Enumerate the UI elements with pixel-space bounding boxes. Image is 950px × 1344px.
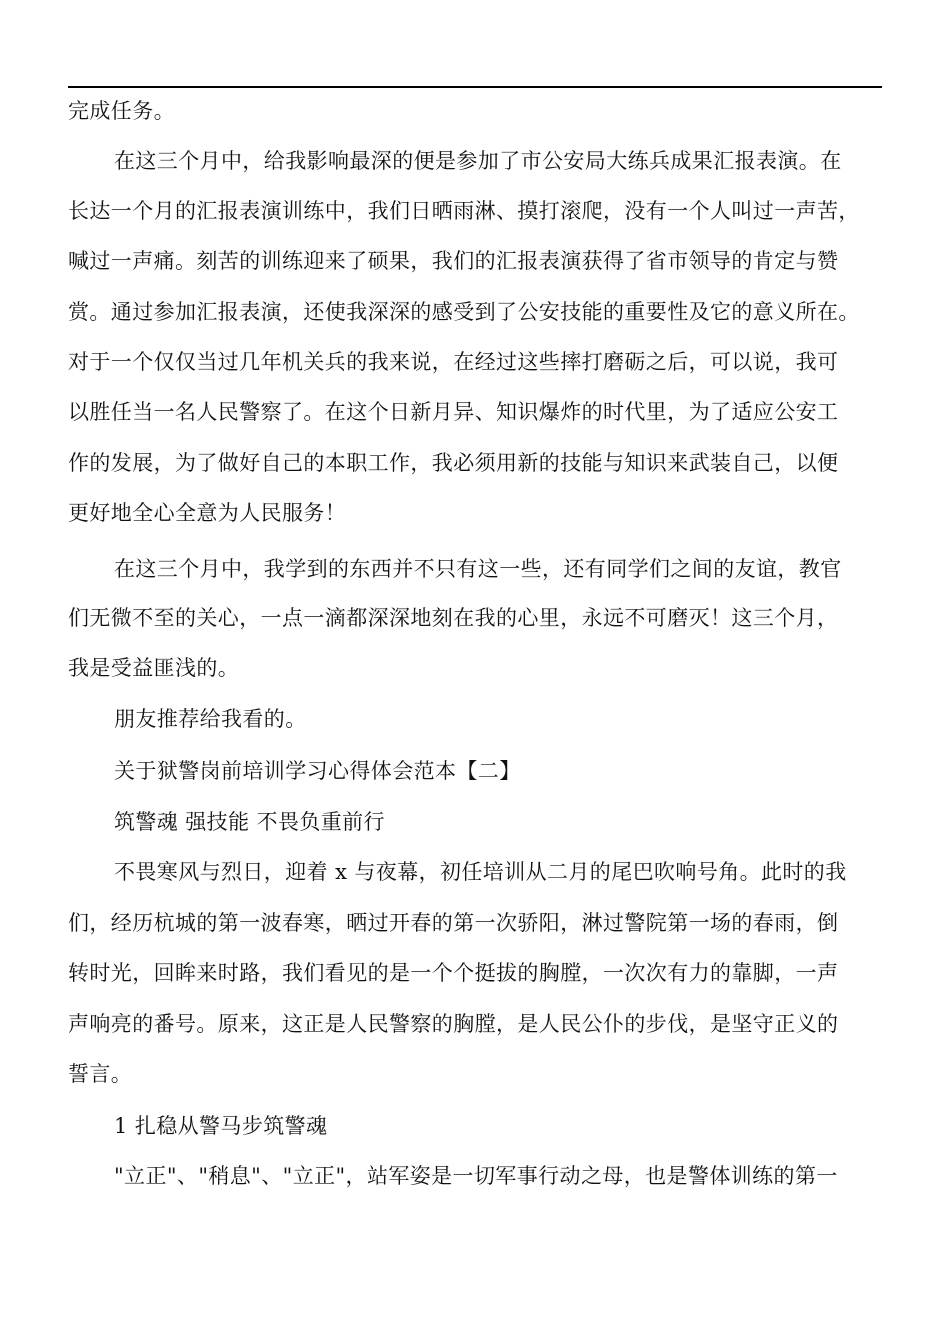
text-line: 们无微不至的关心，一点一滴都深深地刻在我的心里，永远不可磨灭！这三个月， <box>68 606 839 630</box>
text-line: 长达一个月的汇报表演训练中，我们日晒雨淋、摸打滚爬，没有一个人叫过一声苦， <box>68 199 860 223</box>
text-line: 声响亮的番号。原来，这正是人民警察的胸膛，是人民公仆的步伐，是坚守正义的 <box>68 1012 839 1036</box>
section-subtitle: 筑警魂 强技能 不畏负重前行 <box>114 810 385 834</box>
text-line: 完成任务。 <box>68 99 175 123</box>
text-line: 我是受益匪浅的。 <box>68 656 240 680</box>
text-line: 誓言。 <box>68 1062 133 1086</box>
text-line: 作的发展，为了做好自己的本职工作，我必须用新的技能与知识来武装自己，以便 <box>68 451 839 475</box>
text-line: 对于一个仅仅当过几年机关兵的我来说，在经过这些摔打磨砺之后，可以说，我可 <box>68 350 839 374</box>
header-rule <box>68 86 882 88</box>
text-line: 们，经历杭城的第一波春寒，晒过开春的第一次骄阳，淋过警院第一场的春雨，倒 <box>68 911 839 935</box>
text-line: 喊过一声痛。刻苦的训练迎来了硕果，我们的汇报表演获得了省市领导的肯定与赞 <box>68 249 839 273</box>
paragraph-start-line: 在这三个月中，给我影响最深的便是参加了市公安局大练兵成果汇报表演。在 <box>114 149 842 173</box>
paragraph-start-line: 在这三个月中，我学到的东西并不只有这一些，还有同学们之间的友谊，教官 <box>114 557 842 581</box>
paragraph-start-line: "立正"、"稍息"、"立正"，站军姿是一切军事行动之母，也是警体训练的第一 <box>114 1164 838 1188</box>
section-title: 关于狱警岗前培训学习心得体会范本【二】 <box>114 759 521 783</box>
paragraph-start-line: 朋友推荐给我看的。 <box>114 707 307 731</box>
paragraph-start-line: 不畏寒风与烈日，迎着 x 与夜幕，初任培训从二月的尾巴吹响号角。此时的我 <box>114 860 847 884</box>
text-line: 转时光，回眸来时路，我们看见的是一个个挺拔的胸膛，一次次有力的靠脚，一声 <box>68 961 839 985</box>
text-line: 赏。通过参加汇报表演，还使我深深的感受到了公安技能的重要性及它的意义所在。 <box>68 300 860 324</box>
numbered-heading: 1 扎稳从警马步筑警魂 <box>114 1114 328 1138</box>
text-line: 更好地全心全意为人民服务！ <box>68 501 347 525</box>
text-line: 以胜任当一名人民警察了。在这个日新月异、知识爆炸的时代里，为了适应公安工 <box>68 400 839 424</box>
